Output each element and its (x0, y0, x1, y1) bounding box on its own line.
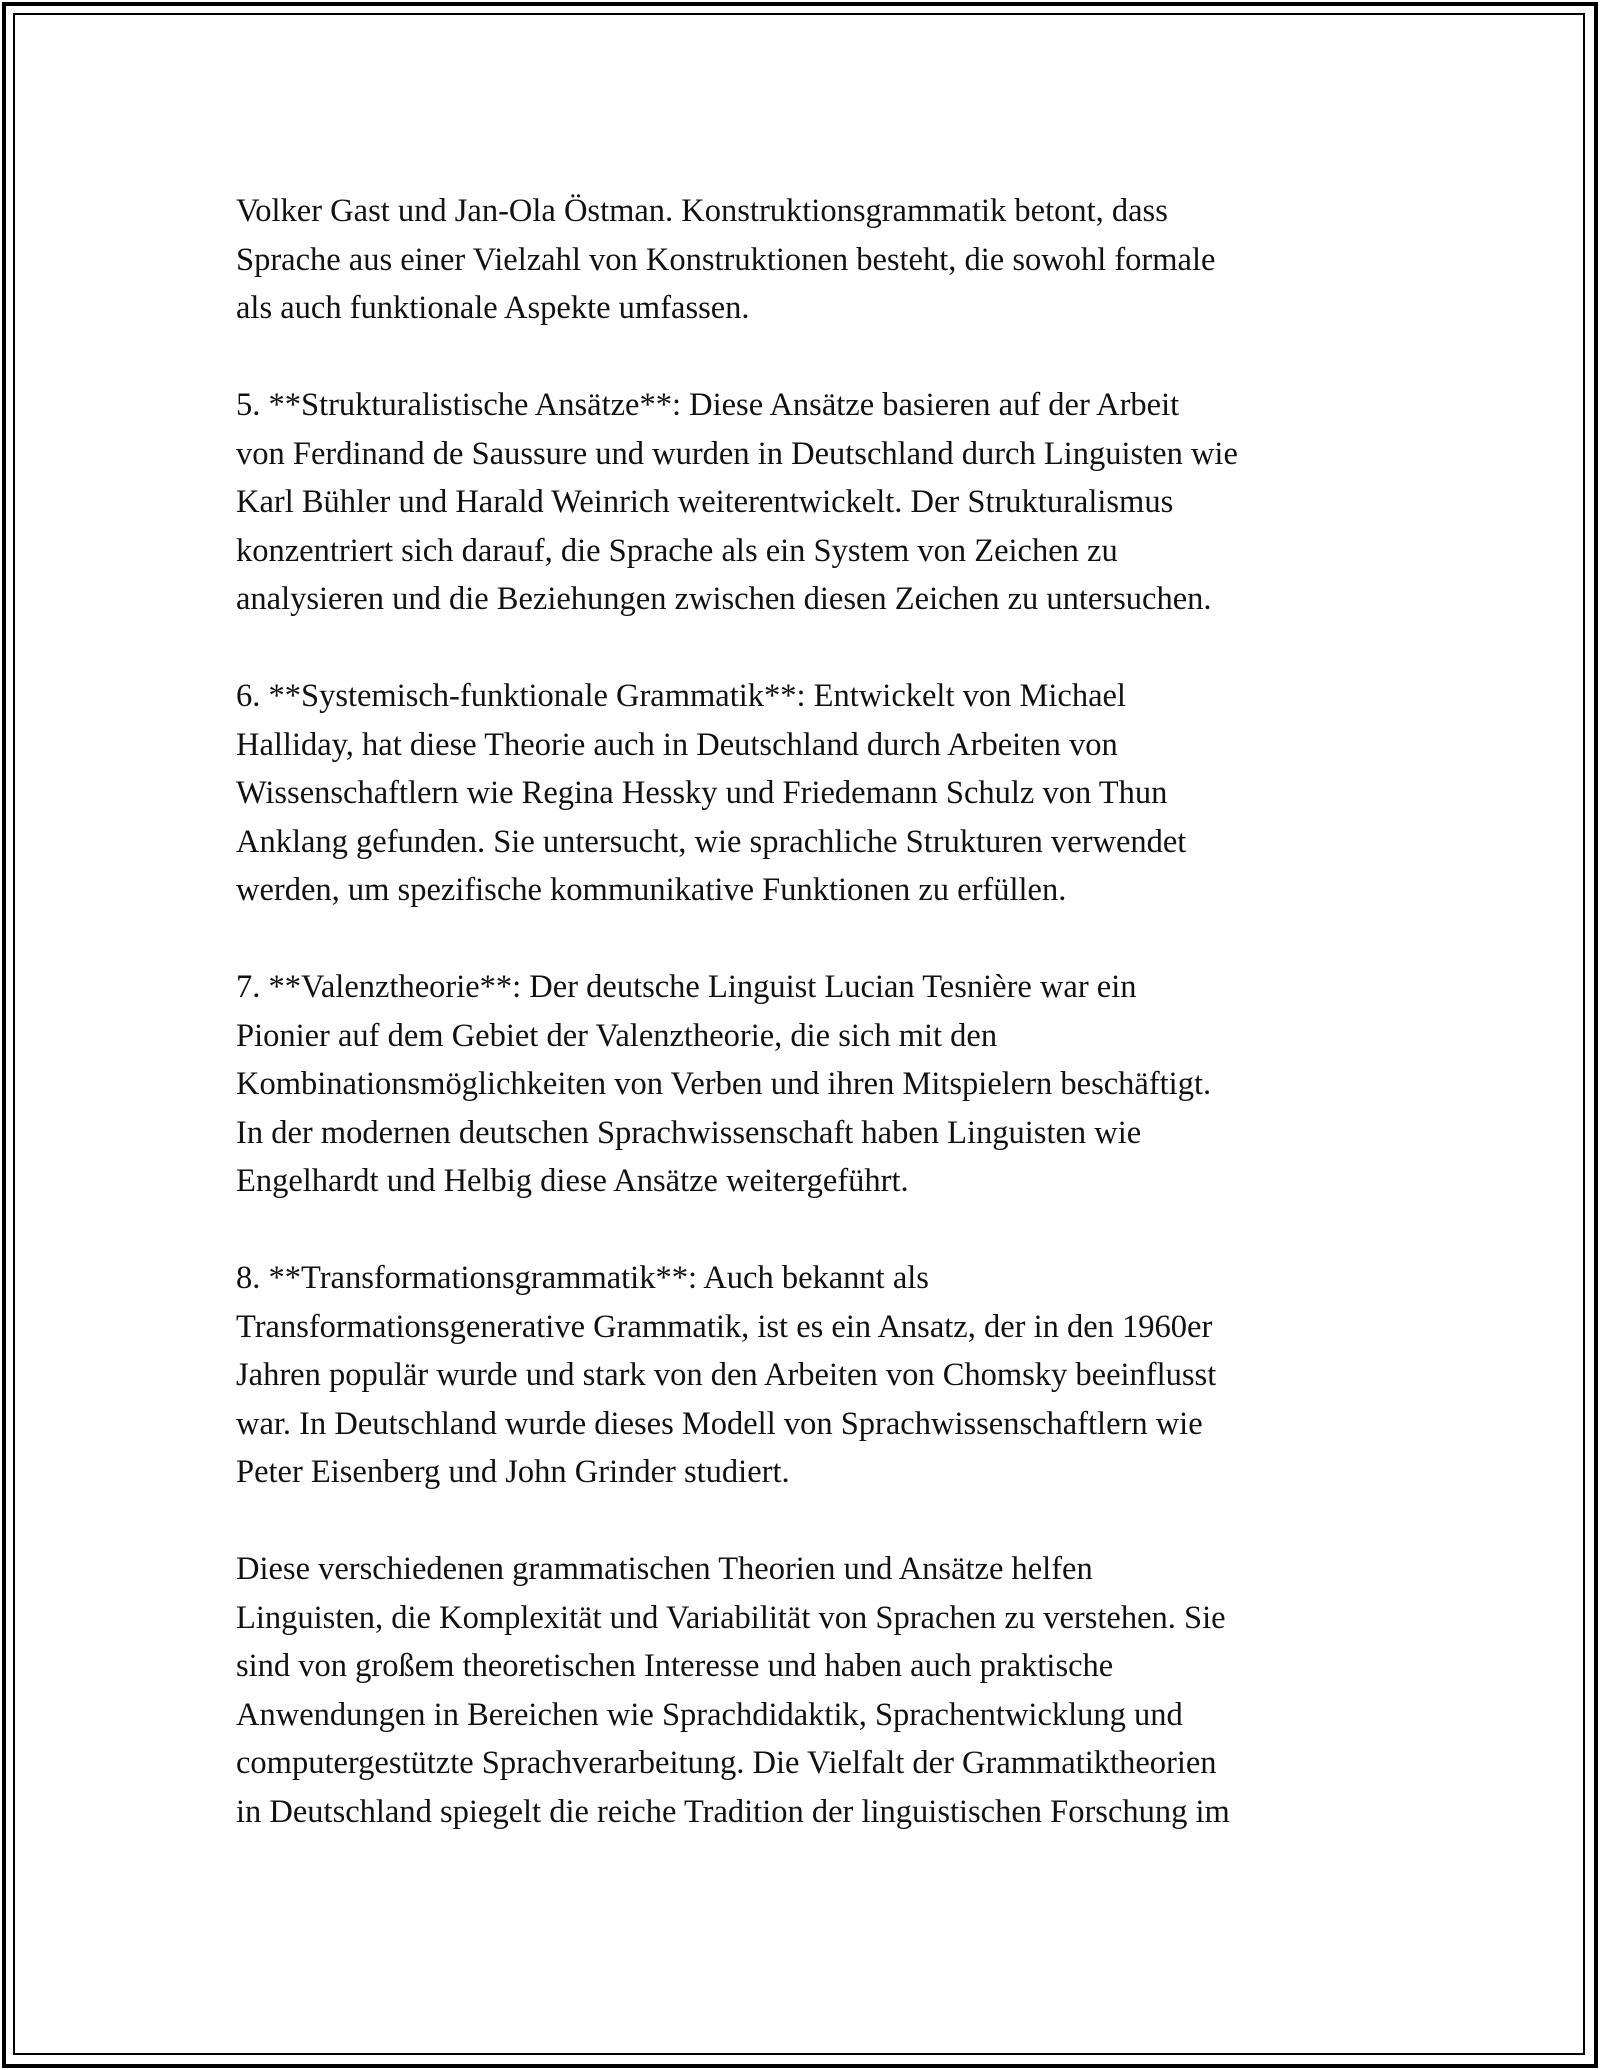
paragraph-konstruktionsgrammatik-continuation (236, 187, 1386, 333)
text-line: in Deutschland spiegelt die reiche Tradition der linguistischen Forschung im (236, 1793, 1230, 1830)
text-line: Peter Eisenberg und John Grinder studiert. (236, 1454, 790, 1490)
paragraph-valenztheorie (236, 963, 1386, 1206)
text-line: Diese verschiedenen grammatischen Theorien und Ansätze helfen (236, 1551, 1093, 1587)
text-line: Anwendungen in Bereichen wie Sprachdidaktik, Sprachentwicklung und (236, 1696, 1183, 1733)
text-line: Anklang gefunden. Sie untersucht, wie sprachliche Strukturen verwendet (236, 823, 1187, 860)
document-body (236, 187, 1386, 1885)
text-line: analysieren und die Beziehungen zwischen diesen Zeichen zu untersuchen. (236, 581, 1212, 617)
text-line: Karl Bühler und Harald Weinrich weiterentwickelt. Der Strukturalismus (236, 484, 1174, 520)
text-line: sind von großem theoretischen Interesse und haben auch praktische (236, 1648, 1114, 1684)
text-line: Sprache aus einer Vielzahl von Konstruktionen besteht, die sowohl formale (236, 241, 1216, 278)
text-line: 7. **Valenztheorie**: Der deutsche Linguist Lucian Tesnière war ein (236, 969, 1137, 1005)
text-line: werden, um spezifische kommunikative Funktionen zu erfüllen. (236, 872, 1067, 908)
paragraph-conclusion (236, 1545, 1386, 1836)
text-line: Wissenschaftlern wie Regina Hessky und Friedemann Schulz von Thun (236, 775, 1168, 811)
text-line: Volker Gast und Jan-Ola Östman. Konstruktionsgrammatik betont, dass (236, 193, 1168, 229)
text-line: Engelhardt und Helbig diese Ansätze weitergeführt. (236, 1163, 909, 1199)
text-line: Transformationsgenerative Grammatik, ist es ein Ansatz, der in den 1960er (236, 1308, 1213, 1345)
paragraph-systemisch-funktionale-grammatik (236, 672, 1386, 915)
text-line: Kombinationsmöglichkeiten von Verben und ihren Mitspielern beschäftigt. (236, 1066, 1212, 1102)
paragraph-transformationsgrammatik (236, 1254, 1386, 1497)
paragraph-strukturalistische-ansaetze (236, 381, 1386, 624)
text-line: konzentriert sich darauf, die Sprache als ein System von Zeichen zu (236, 532, 1118, 569)
text-line: von Ferdinand de Saussure und wurden in Deutschland durch Linguisten wie (236, 435, 1238, 472)
text-line: 6. **Systemisch-funktionale Grammatik**: Entwickelt von Michael (236, 678, 1126, 714)
text-line: Jahren populär wurde und stark von den Arbeiten von Chomsky beeinflusst (236, 1357, 1217, 1393)
text-line: Linguisten, die Komplexität und Variabilität von Sprachen zu verstehen. Sie (236, 1599, 1226, 1636)
text-line: als auch funktionale Aspekte umfassen. (236, 290, 750, 326)
text-line: In der modernen deutschen Sprachwissenschaft haben Linguisten wie (236, 1114, 1142, 1151)
text-line: Halliday, hat diese Theorie auch in Deutschland durch Arbeiten von (236, 726, 1118, 763)
text-line: computergestützte Sprachverarbeitung. Die Vielfalt der Grammatiktheorien (236, 1745, 1217, 1781)
text-line: Pionier auf dem Gebiet der Valenztheorie, die sich mit den (236, 1017, 998, 1054)
text-line: 5. **Strukturalistische Ansätze**: Diese Ansätze basieren auf der Arbeit (236, 387, 1180, 423)
text-line: 8. **Transformationsgrammatik**: Auch bekannt als (236, 1260, 929, 1296)
text-line: war. In Deutschland wurde dieses Modell von Sprachwissenschaftlern wie (236, 1405, 1203, 1442)
